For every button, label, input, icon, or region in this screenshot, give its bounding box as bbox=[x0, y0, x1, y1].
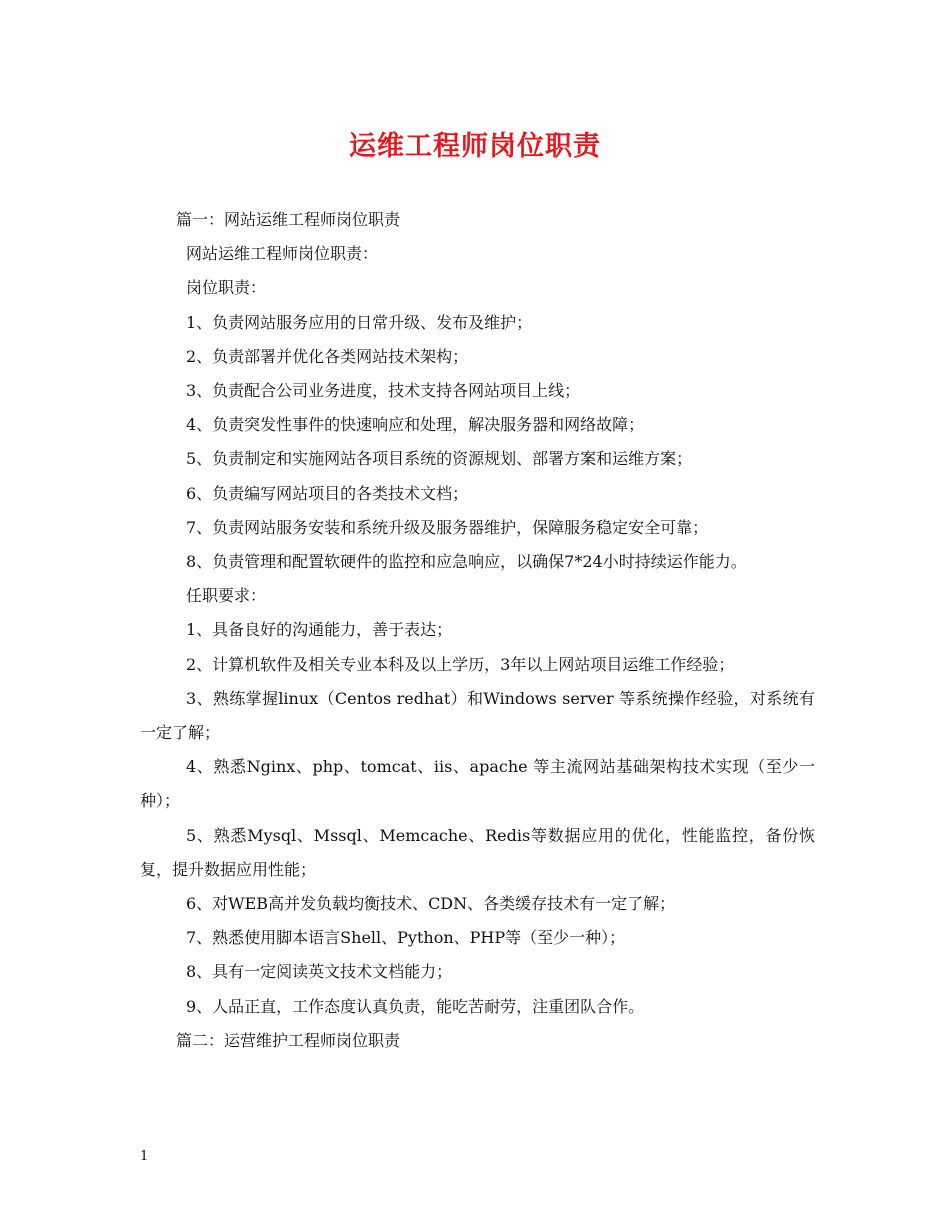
requirement-item: 7、熟悉使用脚本语言Shell、Python、PHP等（至少一种）； bbox=[186, 928, 626, 948]
requirement-item: 9、人品正直，工作态度认真负责，能吃苦耐劳，注重团队合作。 bbox=[186, 996, 645, 1016]
responsibility-item: 6、负责编写网站项目的各类技术文档； bbox=[186, 483, 469, 503]
page-number: 1 bbox=[140, 1149, 149, 1164]
subheading-requirements: 任职要求： bbox=[186, 586, 267, 606]
page-title: 运维工程师岗位职责 bbox=[349, 131, 601, 162]
responsibility-item: 2、负责部署并优化各类网站技术架构； bbox=[186, 346, 469, 366]
responsibility-item: 8、负责管理和配置软硬件的监控和应急响应，以确保7*24小时持续运作能力。 bbox=[186, 552, 747, 572]
requirement-item: 4、熟悉Nginx、php、tomcat、iis、apache 等主流网站基础架构技术实现（至少一种）； bbox=[140, 757, 815, 811]
subheading-responsibilities: 岗位职责： bbox=[186, 278, 267, 298]
requirement-item: 6、对WEB高并发负载均衡技术、CDN、各类缓存技术有一定了解； bbox=[186, 894, 676, 914]
section-heading-part-two: 篇二：运营维护工程师岗位职责 bbox=[176, 1030, 401, 1050]
requirement-item: 1、具备良好的沟通能力，善于表达； bbox=[186, 620, 453, 640]
requirement-item: 3、熟练掌握linux（Centos redhat）和Windows server 等系统操作经验，对系统有一定了解； bbox=[140, 688, 815, 743]
requirement-item: 2、计算机软件及相关专业本科及以上学历，3年以上网站项目运维工作经验； bbox=[186, 654, 735, 674]
responsibility-item: 7、负责网站服务安装和系统升级及服务器维护，保障服务稳定安全可靠； bbox=[186, 517, 709, 537]
responsibility-item: 3、负责配合公司业务进度，技术支持各网站项目上线； bbox=[186, 381, 581, 401]
responsibility-item: 1、负责网站服务应用的日常升级、发布及维护； bbox=[186, 312, 533, 332]
subheading-job-title: 网站运维工程师岗位职责： bbox=[186, 244, 379, 264]
document-body bbox=[140, 203, 815, 1058]
requirement-item: 5、熟悉Mysql、Mssql、Memcache、Redis等数据应用的优化，性能监控，备份恢复，提升数据应用性能； bbox=[140, 825, 815, 879]
section-heading-part-one: 篇一：网站运维工程师岗位职责 bbox=[176, 210, 401, 229]
responsibility-item: 5、负责制定和实施网站各项目系统的资源规划、部署方案和运维方案； bbox=[186, 449, 693, 469]
responsibility-item: 4、负责突发性事件的快速响应和处理，解决服务器和网络故障； bbox=[186, 415, 645, 435]
requirement-item: 8、具有一定阅读英文技术文档能力； bbox=[186, 962, 453, 982]
